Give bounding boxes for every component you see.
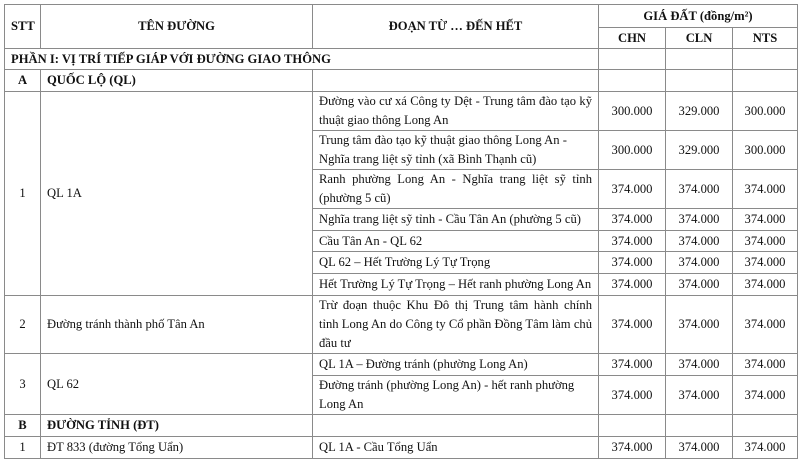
- price-chn: 374.000: [599, 170, 666, 209]
- price-nts: 374.000: [733, 354, 798, 376]
- price-cln: 374.000: [666, 274, 733, 296]
- segment: Đường tránh (phường Long An) - hết ranh phường Long An: [313, 376, 599, 415]
- header-doan-tu: ĐOẠN TỪ … ĐẾN HẾT: [313, 5, 599, 49]
- price-nts: 300.000: [733, 92, 798, 131]
- price-cln: 374.000: [666, 252, 733, 274]
- price-chn: 374.000: [599, 376, 666, 415]
- segment: QL 1A – Đường tránh (phường Long An): [313, 354, 599, 376]
- price-nts: 374.000: [733, 437, 798, 459]
- price-chn: 374.000: [599, 437, 666, 459]
- segment: Đường vào cư xá Công ty Dệt - Trung tâm đào tạo kỹ thuật giao thông Long An: [313, 92, 599, 131]
- price-nts: 374.000: [733, 209, 798, 231]
- segment: QL 62 – Hết Trường Lý Tự Trọng: [313, 252, 599, 274]
- price-cln: 374.000: [666, 376, 733, 415]
- segment: Hết Trường Lý Tự Trọng – Hết ranh phường Long An: [313, 274, 599, 296]
- table-row: [5, 354, 798, 376]
- price-cln: 374.000: [666, 170, 733, 209]
- header-nts: NTS: [733, 28, 798, 49]
- road-name: QL 1A: [41, 92, 313, 296]
- price-chn: 374.000: [599, 252, 666, 274]
- price-cln: 374.000: [666, 231, 733, 252]
- section-row: [5, 415, 798, 437]
- table-row: [5, 296, 798, 354]
- segment: Trừ đoạn thuộc Khu Đô thị Trung tâm hành chính tỉnh Long An do Công ty Cổ phần Đồng Tâm làm chủ đầu tư: [313, 296, 599, 354]
- price-cln: 374.000: [666, 209, 733, 231]
- price-chn: 374.000: [599, 209, 666, 231]
- price-nts: 374.000: [733, 376, 798, 415]
- price-chn: 300.000: [599, 131, 666, 170]
- price-nts: 374.000: [733, 170, 798, 209]
- road-stt: 3: [5, 354, 41, 415]
- price-nts: 374.000: [733, 274, 798, 296]
- table-row: [5, 437, 798, 459]
- price-cln: 329.000: [666, 131, 733, 170]
- section-title: ĐƯỜNG TỈNH (ĐT): [41, 415, 313, 437]
- header-stt: STT: [5, 5, 41, 49]
- price-nts: 374.000: [733, 231, 798, 252]
- section-stt: B: [5, 415, 41, 437]
- segment: Trung tâm đào tạo kỹ thuật giao thông Long An - Nghĩa trang liệt sỹ tỉnh (xã Bình Thạnh cũ): [313, 131, 599, 170]
- header-ten-duong: TÊN ĐƯỜNG: [41, 5, 313, 49]
- price-nts: 374.000: [733, 296, 798, 354]
- segment: Ranh phường Long An - Nghĩa trang liệt sỹ tỉnh (phường 5 cũ): [313, 170, 599, 209]
- price-chn: 374.000: [599, 296, 666, 354]
- section-row: [5, 70, 798, 92]
- price-chn: 374.000: [599, 354, 666, 376]
- section-title: QUỐC LỘ (QL): [41, 70, 313, 92]
- road-name: Đường tránh thành phố Tân An: [41, 296, 313, 354]
- part-row: [5, 49, 798, 70]
- header-chn: CHN: [599, 28, 666, 49]
- road-name: QL 62: [41, 354, 313, 415]
- price-cln: 329.000: [666, 92, 733, 131]
- road-name: ĐT 833 (đường Tổng Uẩn): [41, 437, 313, 459]
- price-cln: 374.000: [666, 354, 733, 376]
- price-chn: 374.000: [599, 274, 666, 296]
- part-title: PHẦN I: VỊ TRÍ TIẾP GIÁP VỚI ĐƯỜNG GIAO THÔNG: [5, 49, 599, 70]
- section-stt: A: [5, 70, 41, 92]
- price-chn: 300.000: [599, 92, 666, 131]
- segment: QL 1A - Cầu Tổng Uẩn: [313, 437, 599, 459]
- price-cln: 374.000: [666, 437, 733, 459]
- road-stt: 1: [5, 92, 41, 296]
- header-gia-dat: GIÁ ĐẤT (đồng/m²): [599, 5, 798, 28]
- price-cln: 374.000: [666, 296, 733, 354]
- land-price-table: [4, 4, 798, 459]
- road-stt: 2: [5, 296, 41, 354]
- price-nts: 374.000: [733, 252, 798, 274]
- price-chn: 374.000: [599, 231, 666, 252]
- road-stt: 1: [5, 437, 41, 459]
- segment: Nghĩa trang liệt sỹ tỉnh - Cầu Tân An (phường 5 cũ): [313, 209, 599, 231]
- header-cln: CLN: [666, 28, 733, 49]
- segment: Cầu Tân An - QL 62: [313, 231, 599, 252]
- price-nts: 300.000: [733, 131, 798, 170]
- table-row: [5, 92, 798, 131]
